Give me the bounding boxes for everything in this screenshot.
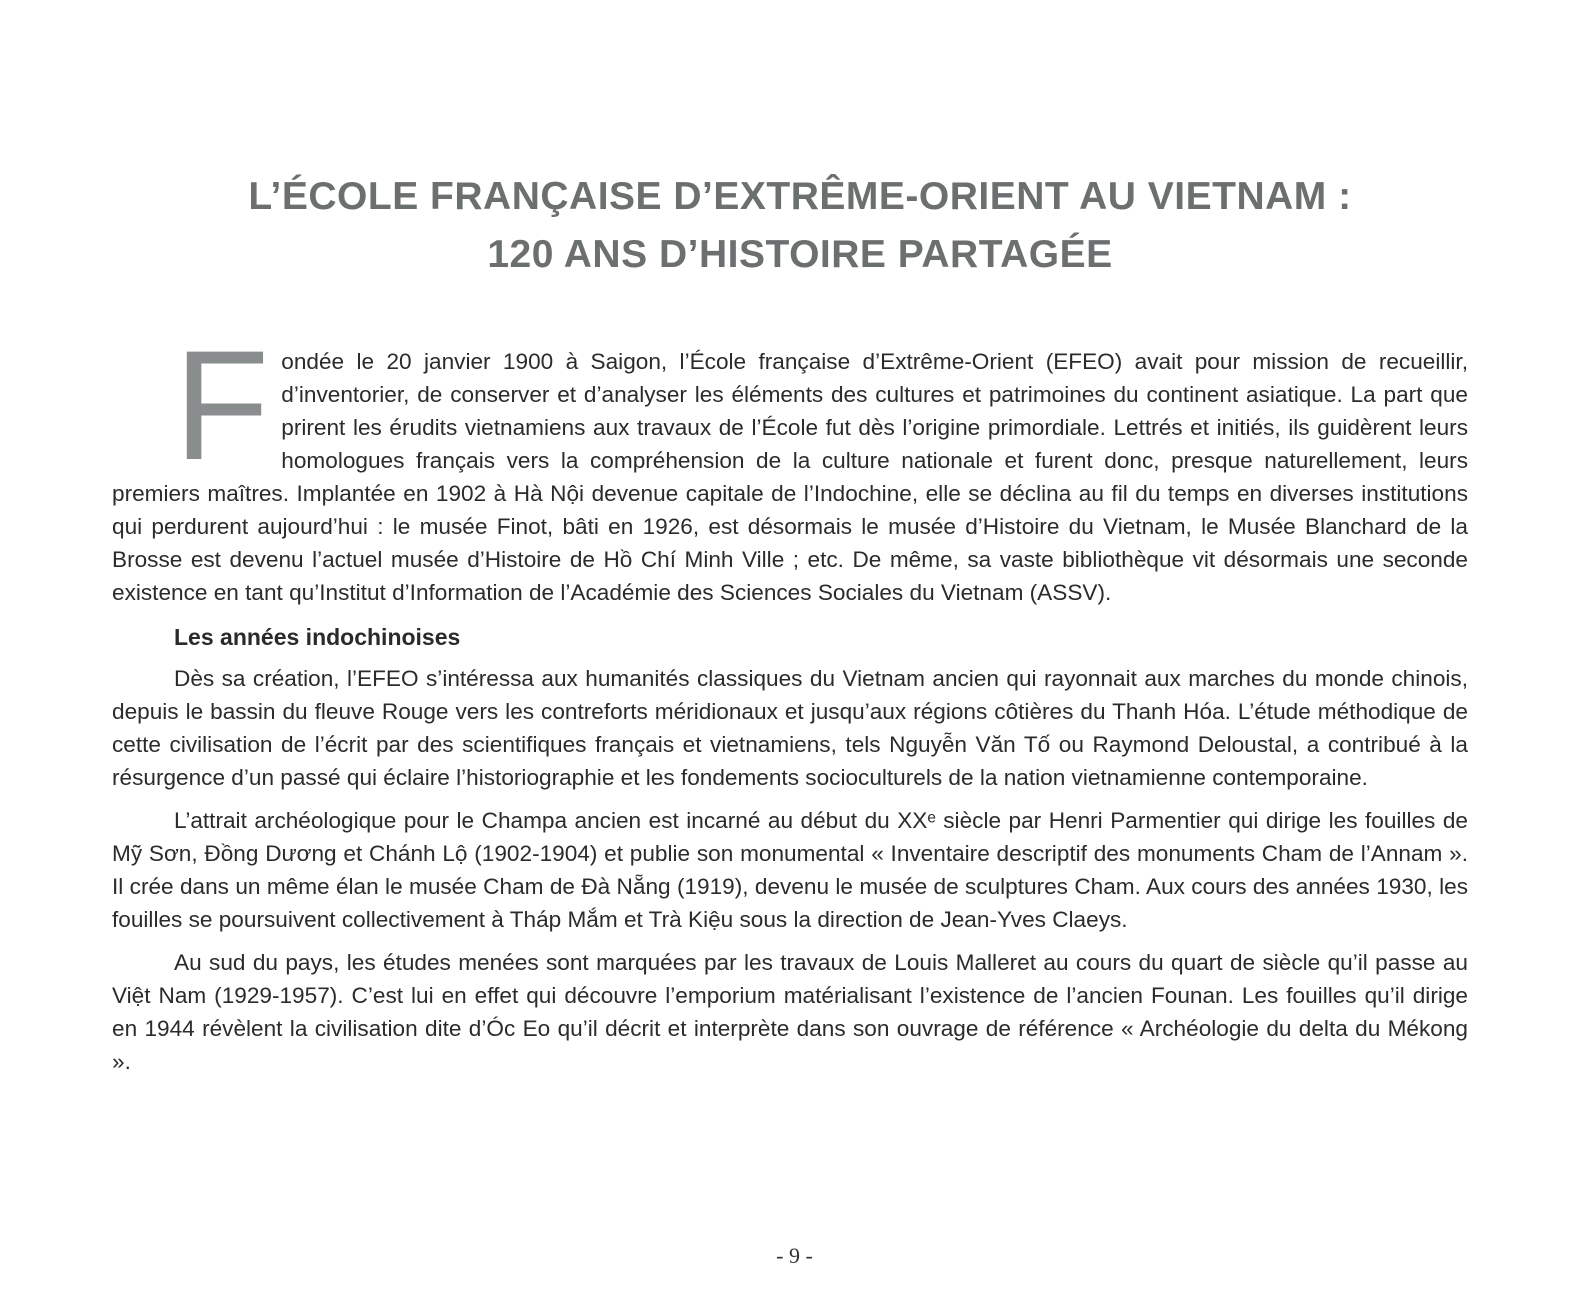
page-number: - 9 - — [776, 1243, 813, 1268]
body-paragraph-1: Dès sa création, l’EFEO s’intéressa aux humanités classiques du Vietnam ancien qui rayonnait aux marches du monde chinois, depuis le bassin du fleuve Rouge vers les contreforts méridionaux et jusqu’aux régions côtières du Thanh Hóa. L’étude méthodique de cette civilisation de l’écrit par des scientifiques français et vietnamiens, tels Nguyễn Văn Tố ou Raymond Deloustal, a contribué à la résurgence d’un passé qui éclaire l’historiographie et les fondements socioculturels de la nation vietnamienne contemporaine. — [112, 666, 1468, 790]
page-title-line-1: L’ÉCOLE FRANÇAISE D’EXTRÊME-ORIENT AU VIETNAM : — [248, 175, 1352, 218]
intro-paragraph-text: ondée le 20 janvier 1900 à Saigon, l’École française d’Extrême-Orient (EFEO) avait pour mission de recueillir, d’inventorier, de conserver et d’analyser les éléments des cultures et patrimoines du continent asiatique. La part que prirent les érudits vietnamiens aux travaux de l’École fut dès l’origine primordiale. Lettrés et initiés, ils guidèrent leurs homologues français vers la compréhension de la culture nationale et furent donc, presque naturellement, leurs premiers maîtres. Implantée en 1902 à Hà Nội devenue capitale de l’Indochine, elle se déclina au fil du temps en diverses institutions qui perdurent aujourd’hui : le musée Finot, bâti en 1926, est désormais le musée d’Histoire du Vietnam, le Musée Blanchard de la Brosse est devenu l’actuel musée d’Histoire de Hồ Chí Minh Ville ; etc. De même, sa vaste bibliothèque vit désormais une seconde existence en tant qu’Institut d’Information de l’Académie des Sciences Sociales du Vietnam (ASSV). — [112, 349, 1468, 605]
body-paragraph-3: Au sud du pays, les études menées sont marquées par les travaux de Louis Malleret au cours du quart de siècle qu’il passe au Việt Nam (1929-1957). C’est lui en effet qui découvre l’emporium matérialisant l’existence de l’ancien Founan. Les fouilles qu’il dirige en 1944 révèlent la civilisation dite d’Óc Eo qu’il décrit et interprète dans son ouvrage de référence « Archéologie du delta du Mékong ». — [112, 950, 1468, 1074]
article-body — [112, 319, 1468, 1088]
page-title — [110, 168, 1490, 284]
section-heading: Les années indochinoises — [174, 624, 461, 650]
body-paragraph-2: L’attrait archéologique pour le Champa ancien est incarné au début du XXᵉ siècle par Henri Parmentier qui dirige les fouilles de Mỹ Sơn, Đồng Dương et Chánh Lộ (1902-1904) et publie son monumental « Inventaire descriptif des monuments Cham de l’Annam ». Il crée dans un même élan le musée Cham de Đà Nẵng (1919), devenu le musée de sculptures Cham. Aux cours des années 1930, les fouilles se poursuivent collectivement à Tháp Mắm et Trà Kiệu sous la direction de Jean-Yves Claeys. — [112, 808, 1468, 932]
drop-cap-letter: F — [174, 319, 270, 493]
page-title-line-2: 120 ANS D’HISTOIRE PARTAGÉE — [487, 233, 1113, 276]
intro-paragraph — [112, 319, 1468, 609]
